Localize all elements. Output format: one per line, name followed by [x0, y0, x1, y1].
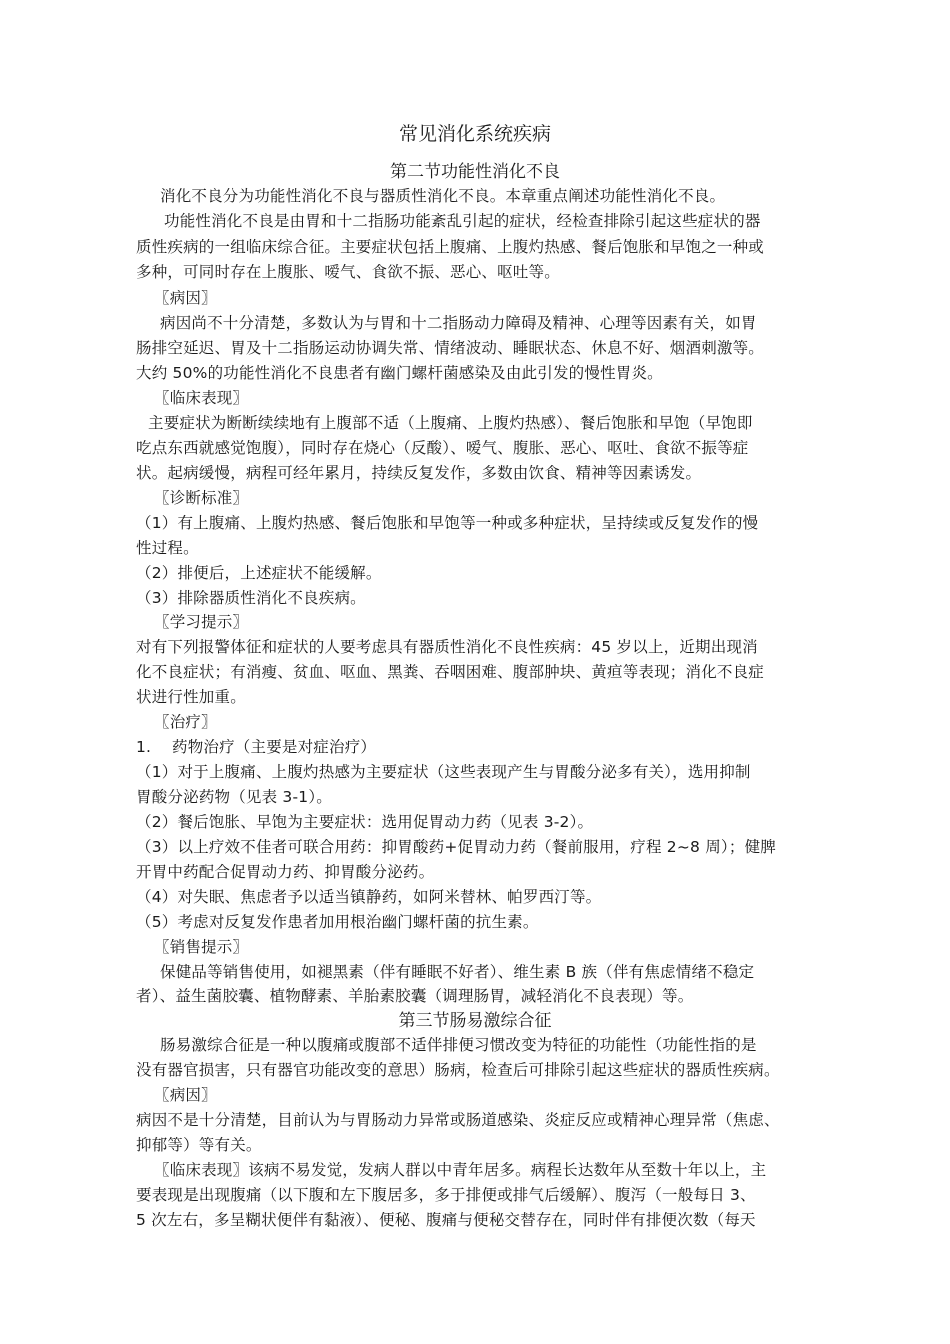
section-3-heading: 第三节肠易激综合征: [398, 1011, 552, 1031]
document-title: 常见消化系统疾病: [398, 123, 551, 145]
paragraph-line: 胃酸分泌药物（见表 3-1）。: [136, 788, 332, 806]
subheading-treatment: 〖治疗〗: [154, 713, 217, 731]
paragraph-line: 吃点东西就感觉饱腹），同时存在烧心（反酸）、嗳气、腹胀、恶心、呕吐、食欲不振等症: [136, 439, 749, 457]
paragraph-line: 消化不良分为功能性消化不良与器质性消化不良。本章重点阐述功能性消化不良。: [160, 187, 726, 205]
list-item: （1）对于上腹痛、上腹灼热感为主要症状（这些表现产生与胃酸分泌多有关），选用抑制: [136, 763, 751, 781]
list-item: 药物治疗（主要是对症治疗）: [172, 738, 377, 756]
list-item: （5）考虑对反复发作患者加用根治幽门螺杆菌的抗生素。: [136, 913, 539, 931]
paragraph-line: 对有下列报警体征和症状的人要考虑具有器质性消化不良性疾病：45 岁以上，近期出现消: [136, 638, 758, 656]
paragraph-line: 病因不是十分清楚，目前认为与胃肠动力异常或肠道感染、炎症反应或精神心理异常（焦虑、: [136, 1111, 780, 1129]
list-item: （4）对失眠、焦虑者予以适当镇静药，如阿米替林、帕罗西汀等。: [136, 888, 602, 906]
list-number: 1.: [136, 738, 152, 756]
list-item: （1）有上腹痛、上腹灼热感、餐后饱胀和早饱等一种或多种症状，呈持续或反复发作的慢: [136, 514, 759, 532]
paragraph-line: 病因尚不十分清楚，多数认为与胃和十二指肠动力障碍及精神、心理等因素有关，如胃: [160, 314, 757, 332]
paragraph-line: 抑郁等）等有关。: [136, 1136, 262, 1154]
paragraph-line: 〖临床表现〗该病不易发觉，发病人群以中青年居多。病程长达数年从至数十年以上，主: [154, 1161, 767, 1179]
paragraph-line: 保健品等销售使用，如褪黑素（伴有睡眠不好者）、维生素 B 族（伴有焦虑情绪不稳定: [160, 963, 755, 981]
subheading-clinical: 〖临床表现〗: [154, 389, 249, 407]
paragraph-line: 化不良症状；有消瘦、贫血、呕血、黑粪、吞咽困难、腹部肿块、黄疸等表现；消化不良症: [136, 663, 765, 681]
paragraph-line: 开胃中药配合促胃动力药、抑胃酸分泌药。: [136, 863, 435, 881]
paragraph-line: 主要症状为断断续续地有上腹部不适（上腹痛、上腹灼热感）、餐后饱胀和早饱（早饱即: [148, 414, 753, 432]
paragraph-line: 要表现是出现腹痛（以下腹和左下腹居多，多于排便或排气后缓解）、腹泻（一般每日 3、: [136, 1186, 756, 1204]
paragraph-line: 5 次左右，多呈糊状便伴有黏液）、便秘、腹痛与便秘交替存在，同时伴有排便次数（每天: [136, 1211, 756, 1229]
paragraph-line: 多种，可同时存在上腹胀、嗳气、食欲不振、恶心、呕吐等。: [136, 263, 560, 281]
paragraph-line: 状进行性加重。: [136, 688, 246, 706]
list-item: （2）餐后饱胀、早饱为主要症状：选用促胃动力药（见表 3-2）。: [136, 813, 594, 831]
paragraph-line: 没有器官损害，只有器官功能改变的意思）肠病，检查后可排除引起这些症状的器质性疾病。: [136, 1061, 780, 1079]
list-item: （3）排除器质性消化不良疾病。: [136, 589, 366, 607]
subheading-study-tip: 〖学习提示〗: [154, 613, 249, 631]
paragraph-line: 大约 50%的功能性消化不良患者有幽门螺杆菌感染及由此引发的慢性胃炎。: [136, 364, 663, 382]
subheading-diagnosis: 〖诊断标准〗: [154, 489, 249, 507]
list-item: （2）排便后，上述症状不能缓解。: [136, 564, 382, 582]
paragraph-line: 者）、益生菌胶囊、植物酵素、羊胎素胶囊（调理肠胃，减轻消化不良表现）等。: [136, 987, 694, 1005]
paragraph-line: 肠排空延迟、胃及十二指肠运动协调失常、情绪波动、睡眠状态、休息不好、烟酒刺激等。: [136, 339, 765, 357]
list-item: （3）以上疗效不佳者可联合用药：抑胃酸药+促胃动力药（餐前服用，疗程 2~8 周）；健脾: [136, 838, 776, 856]
paragraph-line: 功能性消化不良是由胃和十二指肠功能紊乱引起的症状，经检查排除引起这些症状的器: [164, 212, 761, 230]
paragraph-line: 质性疾病的一组临床综合征。主要症状包括上腹痛、上腹灼热感、餐后饱胀和早饱之一种或: [136, 238, 765, 256]
paragraph-line: 性过程。: [136, 539, 199, 557]
section-2-heading: 第二节功能性消化不良: [390, 162, 560, 182]
subheading-sales-tip: 〖销售提示〗: [154, 938, 249, 956]
paragraph-line: 状。起病缓慢，病程可经年累月，持续反复发作，多数由饮食、精神等因素诱发。: [136, 464, 702, 482]
subheading-cause: 〖病因〗: [154, 289, 217, 307]
subheading-cause: 〖病因〗: [154, 1086, 217, 1104]
paragraph-line: 肠易激综合征是一种以腹痛或腹部不适伴排便习惯改变为特征的功能性（功能性指的是: [160, 1036, 757, 1054]
